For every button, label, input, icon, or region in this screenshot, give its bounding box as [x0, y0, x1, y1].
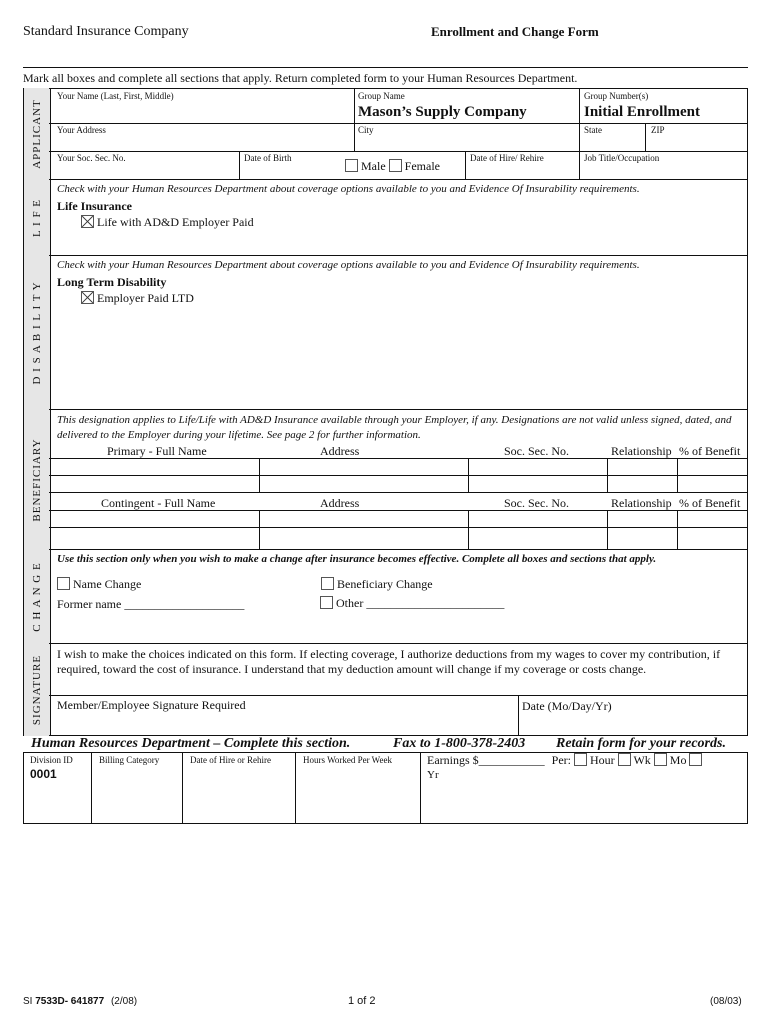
hr-fields-box	[23, 752, 748, 824]
instructions-text: Mark all boxes and complete all sections that apply. Return completed form to your Human Resources Department.	[23, 71, 578, 85]
address-field[interactable]: Your Address	[57, 125, 106, 135]
signature-sidebar	[23, 644, 51, 736]
change-note: Use this section only when you wish to make a change after insurance becomes effective. Complete all boxes and sections that apply.	[57, 553, 657, 565]
earnings-field[interactable]: Earnings $___________	[427, 753, 545, 767]
form-date: (2/08)	[110, 996, 138, 1007]
page-number: 1 of 2	[348, 995, 376, 1007]
hr-section-header	[23, 735, 748, 753]
month-checkbox[interactable]	[654, 753, 667, 766]
form-title: Enrollment and Change Form	[431, 24, 599, 39]
life-section-label: L I F E	[31, 198, 43, 238]
week-label: Wk	[633, 753, 651, 767]
year-label: Yr	[427, 769, 439, 781]
former-name-field[interactable]: Former name ____________________	[57, 597, 245, 611]
change-section	[49, 550, 748, 644]
per-label: Per:	[551, 753, 571, 767]
disability-heading: Long Term Disability	[57, 275, 167, 289]
name-change-checkbox[interactable]	[57, 577, 70, 590]
male-label: Male	[361, 159, 386, 173]
earnings-row	[427, 753, 702, 768]
hour-label: Hour	[590, 753, 615, 767]
hire-date-field[interactable]: Date of Hire/ Rehire	[470, 153, 544, 163]
zip-field[interactable]: ZIP	[651, 125, 665, 135]
hr-fax: Fax to 1-800-378-2403	[393, 736, 526, 751]
primary-name-header: Primary - Full Name	[107, 444, 207, 458]
contingent-relationship-header: Relationship	[611, 496, 672, 510]
signature-date-field[interactable]: Date (Mo/Day/Yr)	[522, 699, 612, 713]
state-field[interactable]: State	[584, 125, 602, 135]
applicant-sidebar	[23, 88, 51, 180]
job-title-field[interactable]: Job Title/Occupation	[584, 153, 660, 163]
signature-section	[49, 644, 748, 736]
name-change-label: Name Change	[73, 577, 142, 591]
group-number-value: Initial Enrollment	[584, 104, 700, 120]
hr-title: Human Resources Department – Complete this section.	[31, 736, 351, 751]
disability-section	[49, 256, 748, 410]
other-change-checkbox[interactable]	[320, 596, 333, 609]
ssn-field[interactable]: Your Soc. Sec. No.	[57, 153, 126, 163]
contingent-name-header: Contingent - Full Name	[101, 496, 216, 510]
header-divider	[23, 67, 748, 68]
billing-category-field[interactable]: Billing Category	[99, 755, 160, 765]
name-change-option	[57, 577, 141, 592]
group-number-label: Group Number(s)	[584, 91, 649, 101]
change-sidebar	[23, 550, 51, 644]
primary-ssn-header: Soc. Sec. No.	[504, 444, 569, 458]
primary-beneficiary-rows[interactable]	[49, 458, 748, 492]
life-note: Check with your Human Resources Department about coverage options available to you and Evidence Of Insurability requirements.	[57, 183, 640, 195]
company-name: Standard Insurance Company	[23, 24, 189, 39]
signature-authorization-text: I wish to make the choices indicated on this form. If electing coverage, I authorize deductions from my wages to cover my contribution, if required, toward the cost of insurance. I understand that my deduction amount will change if my coverage or costs change.	[57, 647, 721, 676]
beneficiary-note: This designation applies to Life/Life with AD&D Insurance available through your Employer, if any. Designations are not valid unless signed, dated, and delivered to the Employer during your lifetime. See page 2 for further information.	[57, 414, 732, 441]
primary-address-header: Address	[320, 444, 360, 458]
disability-option-label: Employer Paid LTD	[97, 291, 194, 305]
primary-relationship-header: Relationship	[611, 444, 672, 458]
hour-checkbox[interactable]	[574, 753, 587, 766]
hr-hire-date-field[interactable]: Date of Hire or Rehire	[190, 755, 271, 765]
beneficiary-section-label: BENEFICIARY	[31, 438, 43, 522]
disability-note: Check with your Human Resources Department about coverage options available to you and Evidence Of Insurability requirements.	[57, 259, 640, 271]
contingent-percent-header: % of Benefit	[679, 496, 741, 510]
disability-sidebar	[23, 256, 51, 410]
beneficiary-change-checkbox[interactable]	[321, 577, 334, 590]
signature-section-label: SIGNATURE	[31, 654, 43, 726]
form-number	[23, 996, 137, 1007]
city-field[interactable]: City	[358, 125, 374, 135]
ltd-checkbox[interactable]	[81, 291, 94, 304]
beneficiary-change-label: Beneficiary Change	[337, 577, 433, 591]
division-id-label: Division ID	[30, 755, 73, 765]
form-prefix: SI	[23, 996, 33, 1007]
hr-retain: Retain form for your records.	[556, 736, 726, 751]
female-checkbox[interactable]	[389, 159, 402, 172]
month-label: Mo	[669, 753, 687, 767]
year-checkbox[interactable]	[689, 753, 702, 766]
life-sidebar	[23, 180, 51, 256]
applicant-section	[49, 88, 748, 180]
beneficiary-section	[49, 410, 748, 550]
life-option	[81, 215, 254, 230]
group-name-value: Mason’s Supply Company	[358, 104, 527, 120]
contingent-beneficiary-rows[interactable]	[49, 510, 748, 549]
beneficiary-sidebar	[23, 410, 51, 550]
beneficiary-change-option	[321, 577, 433, 592]
life-add-checkbox[interactable]	[81, 215, 94, 228]
primary-percent-header: % of Benefit	[679, 444, 741, 458]
member-signature-field[interactable]: Member/Employee Signature Required	[57, 698, 246, 712]
division-id-value: 0001	[30, 767, 57, 781]
contingent-address-header: Address	[320, 496, 360, 510]
name-field[interactable]: Your Name (Last, First, Middle)	[57, 91, 174, 101]
dob-field[interactable]: Date of Birth	[244, 153, 292, 163]
other-change-label[interactable]: Other _______________________	[336, 596, 505, 610]
gender-options	[345, 159, 440, 174]
other-change-option	[320, 596, 504, 611]
hours-worked-field[interactable]: Hours Worked Per Week	[303, 755, 392, 765]
disability-option	[81, 291, 194, 306]
week-checkbox[interactable]	[618, 753, 631, 766]
disability-section-label: D I S A B I L I T Y	[31, 281, 43, 385]
life-option-label: Life with AD&D Employer Paid	[97, 215, 254, 229]
female-label: Female	[404, 159, 440, 173]
form-number-value: 7533D- 641877	[35, 996, 105, 1007]
form-revision: (08/03)	[710, 996, 742, 1007]
life-heading: Life Insurance	[57, 199, 132, 213]
applicant-section-label: APPLICANT	[31, 99, 43, 169]
contingent-ssn-header: Soc. Sec. No.	[504, 496, 569, 510]
male-checkbox[interactable]	[345, 159, 358, 172]
group-name-label: Group Name	[358, 91, 405, 101]
change-section-label: C H A N G E	[31, 562, 43, 632]
life-section	[49, 180, 748, 256]
